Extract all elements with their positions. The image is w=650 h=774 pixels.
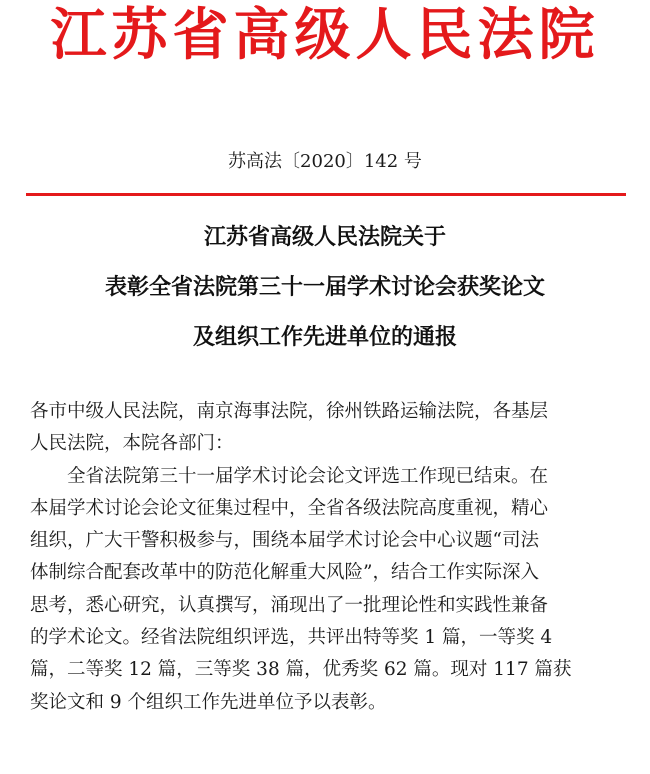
body-line: 思考，悉心研究，认真撰写，涌现出了一批理论性和实践性兼备 — [30, 594, 549, 616]
body-line: 篇，二等奖 12 篇，三等奖 38 篇，优秀奖 62 篇。现对 117 篇获 — [30, 659, 572, 681]
body-line: 的学术论文。经省法院组织评选，共评出特等奖 1 篇，一等奖 4 — [30, 627, 553, 649]
body-line: 奖论文和 9 个组织工作先进单位予以表彰。 — [30, 691, 387, 713]
document-body — [30, 398, 630, 721]
document-title-line-3: 及组织工作先进单位的通报 — [192, 324, 457, 350]
body-line: 组织，广大干警积极参与，围绕本届学术讨论会中心议题“司法 — [30, 530, 539, 552]
red-divider-line — [26, 193, 626, 196]
body-line-addressee-1: 各市中级人民法院，南京海事法院，徐州铁路运输法院，各基层 — [30, 401, 549, 422]
body-line: 体制综合配套改革中的防范化解重大风险”，结合工作实际深入 — [30, 562, 539, 584]
body-line-addressee-2: 人民法院，本院各部门： — [30, 433, 234, 455]
document-title-line-1: 江苏省高级人民法院关于 — [203, 224, 446, 250]
document-title-line-2: 表彰全省法院第三十一届学术讨论会获奖论文 — [104, 274, 545, 300]
body-line: 本届学术讨论会论文征集过程中，全省各级法院高度重视，精心 — [30, 497, 549, 519]
body-line-paragraph-start: 全省法院第三十一届学术讨论会论文评选工作现已结束。在 — [67, 465, 549, 487]
document-number: 苏高法〔2020〕142 号 — [228, 151, 422, 172]
masthead-title: 江苏省高级人民法院 — [50, 2, 600, 68]
